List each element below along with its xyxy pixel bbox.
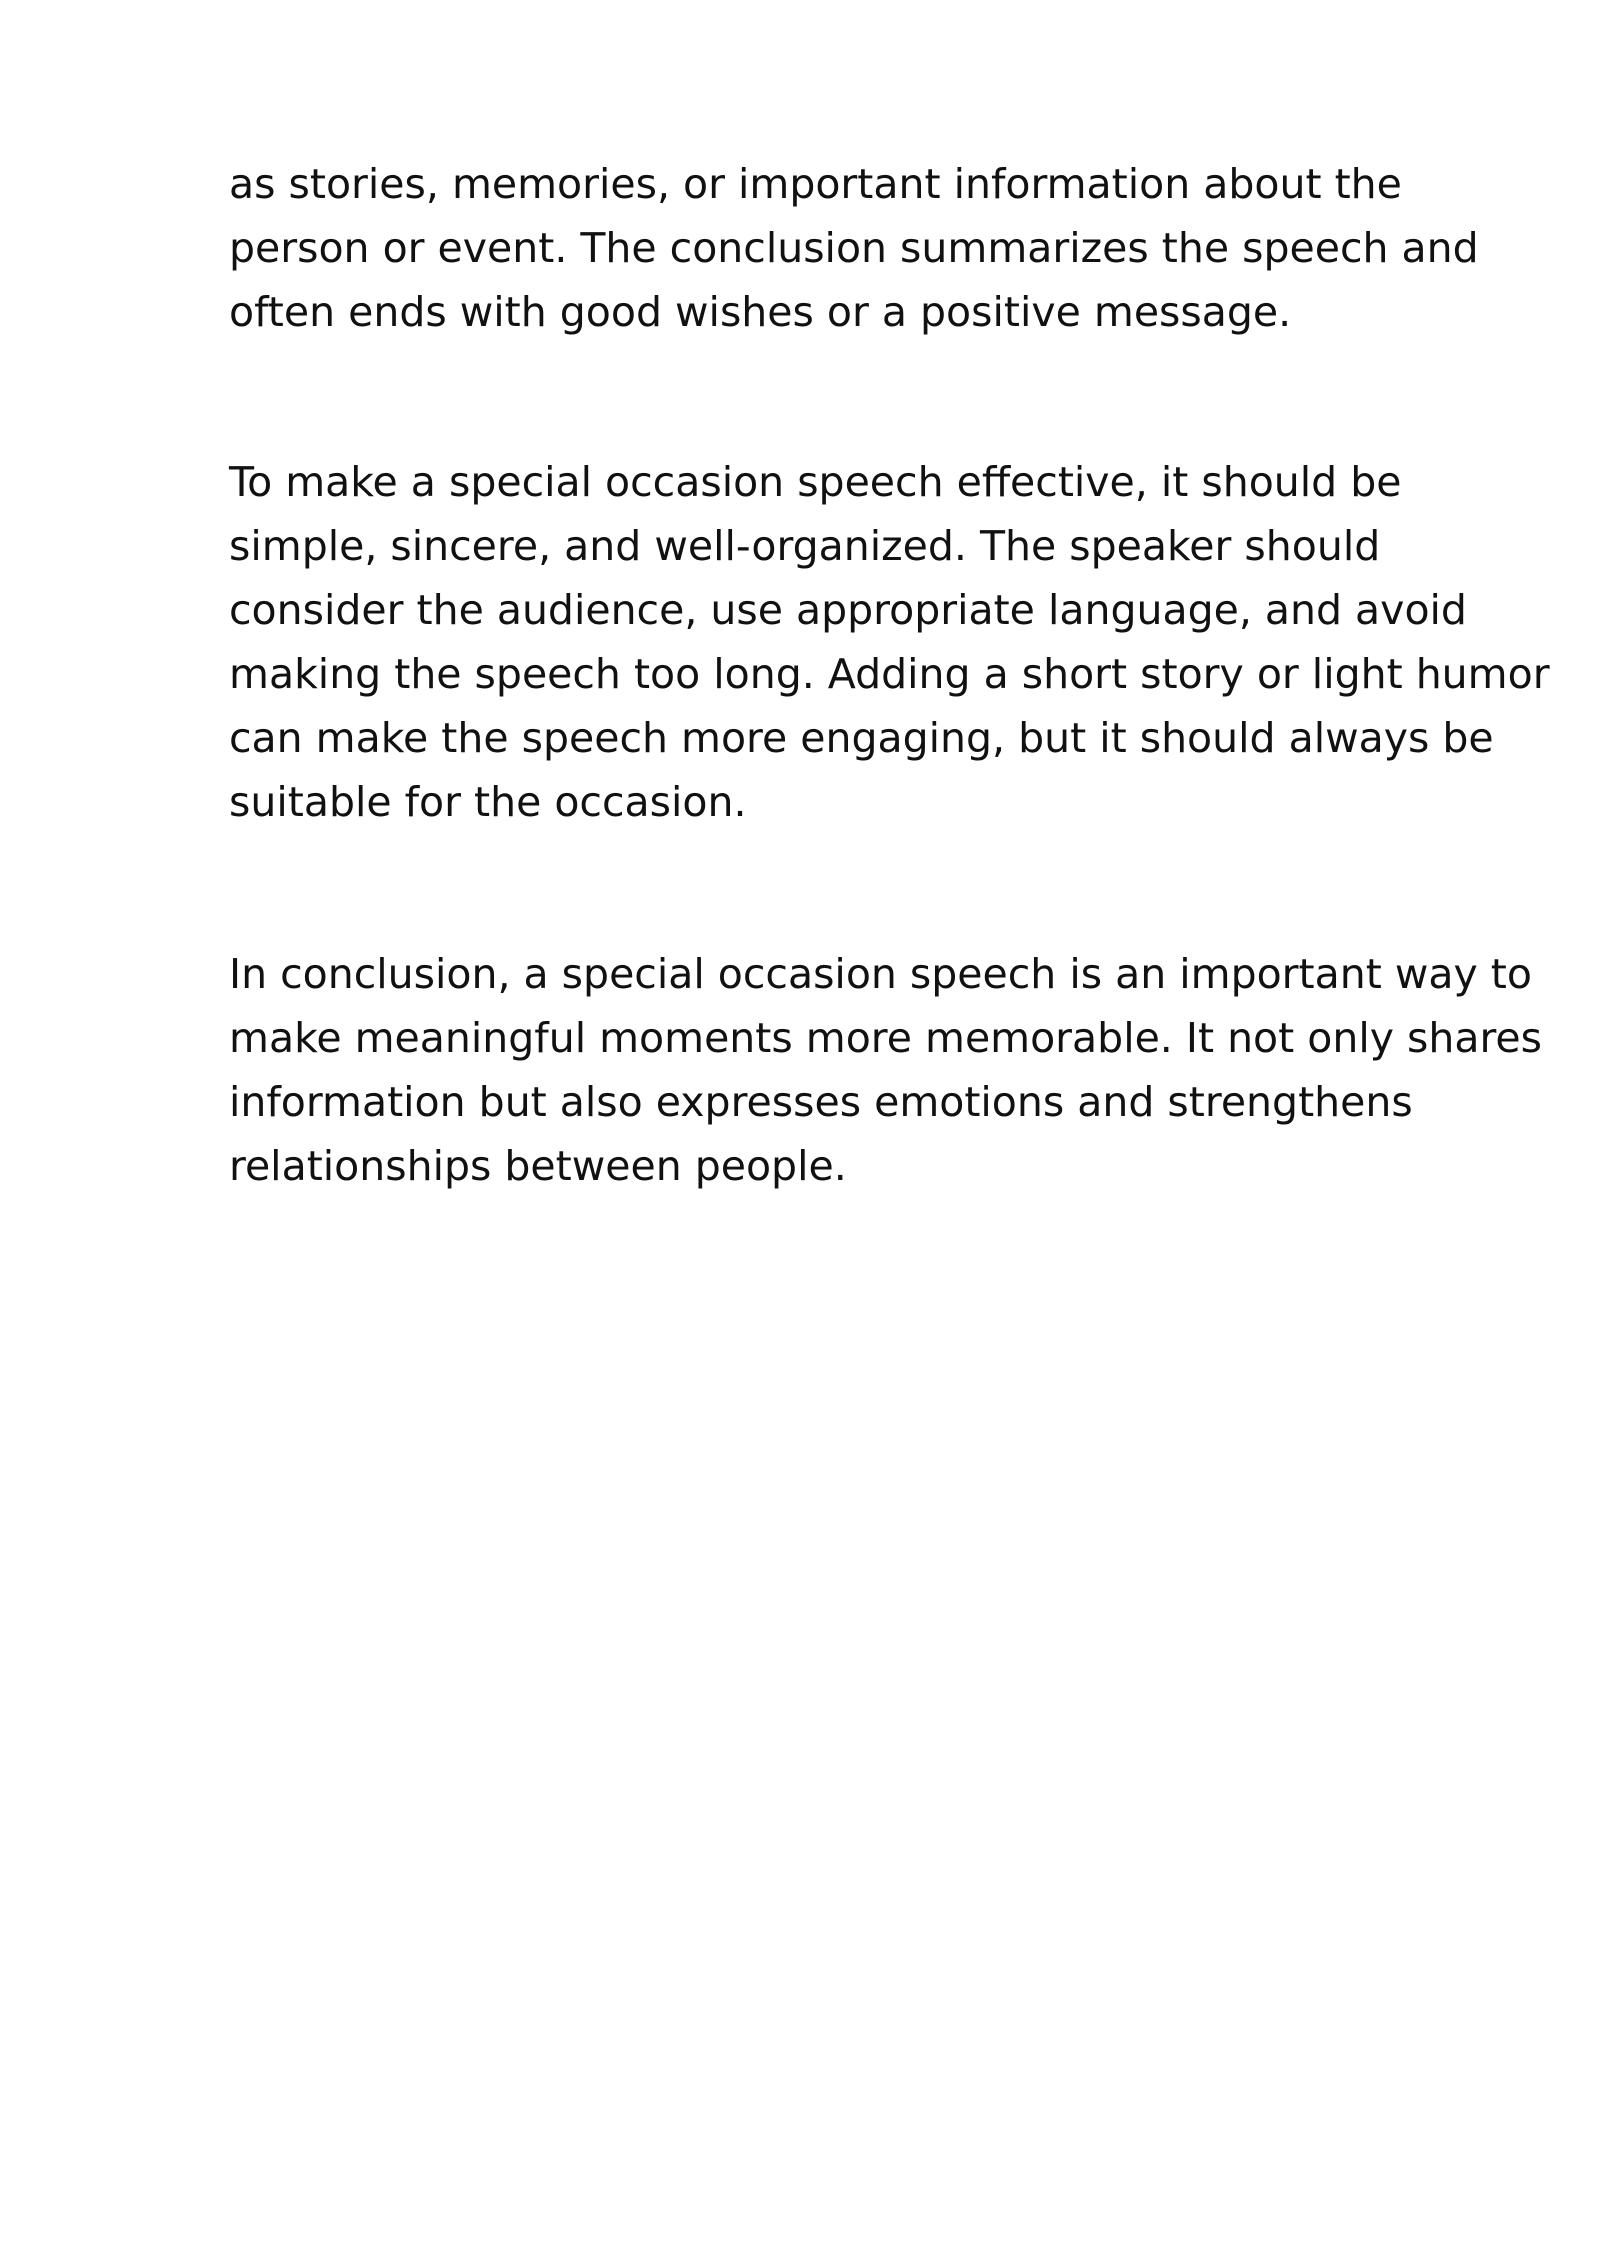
paragraph-line: suitable for the occasion. — [229, 778, 747, 826]
paragraph-line: relationships between people. — [229, 1142, 847, 1190]
paragraph-line: consider the audience, use appropriate language, and avoid — [229, 586, 1467, 634]
paragraph-conclusion — [229, 942, 1543, 1198]
paragraph-line: making the speech too long. Adding a short story or light humor — [229, 650, 1550, 698]
paragraph-line: To make a special occasion speech effective, it should be — [229, 458, 1402, 506]
paragraph-line: often ends with good wishes or a positive message. — [229, 288, 1292, 336]
paragraph-line: as stories, memories, or important information about the — [229, 160, 1402, 208]
paragraph-line: person or event. The conclusion summarizes the speech and — [229, 224, 1479, 272]
paragraph-effective-speech — [229, 450, 1550, 834]
paragraph-line: can make the speech more engaging, but it should always be — [229, 714, 1494, 762]
paragraph-line: make meaningful moments more memorable. It not only shares — [229, 1014, 1543, 1062]
paragraph-speech-structure — [229, 152, 1519, 344]
paragraph-line: In conclusion, a special occasion speech is an important way to — [229, 950, 1532, 998]
paragraph-line: information but also expresses emotions and strengthens — [229, 1078, 1413, 1126]
paragraph-line: simple, sincere, and well-organized. The speaker should — [229, 522, 1381, 570]
